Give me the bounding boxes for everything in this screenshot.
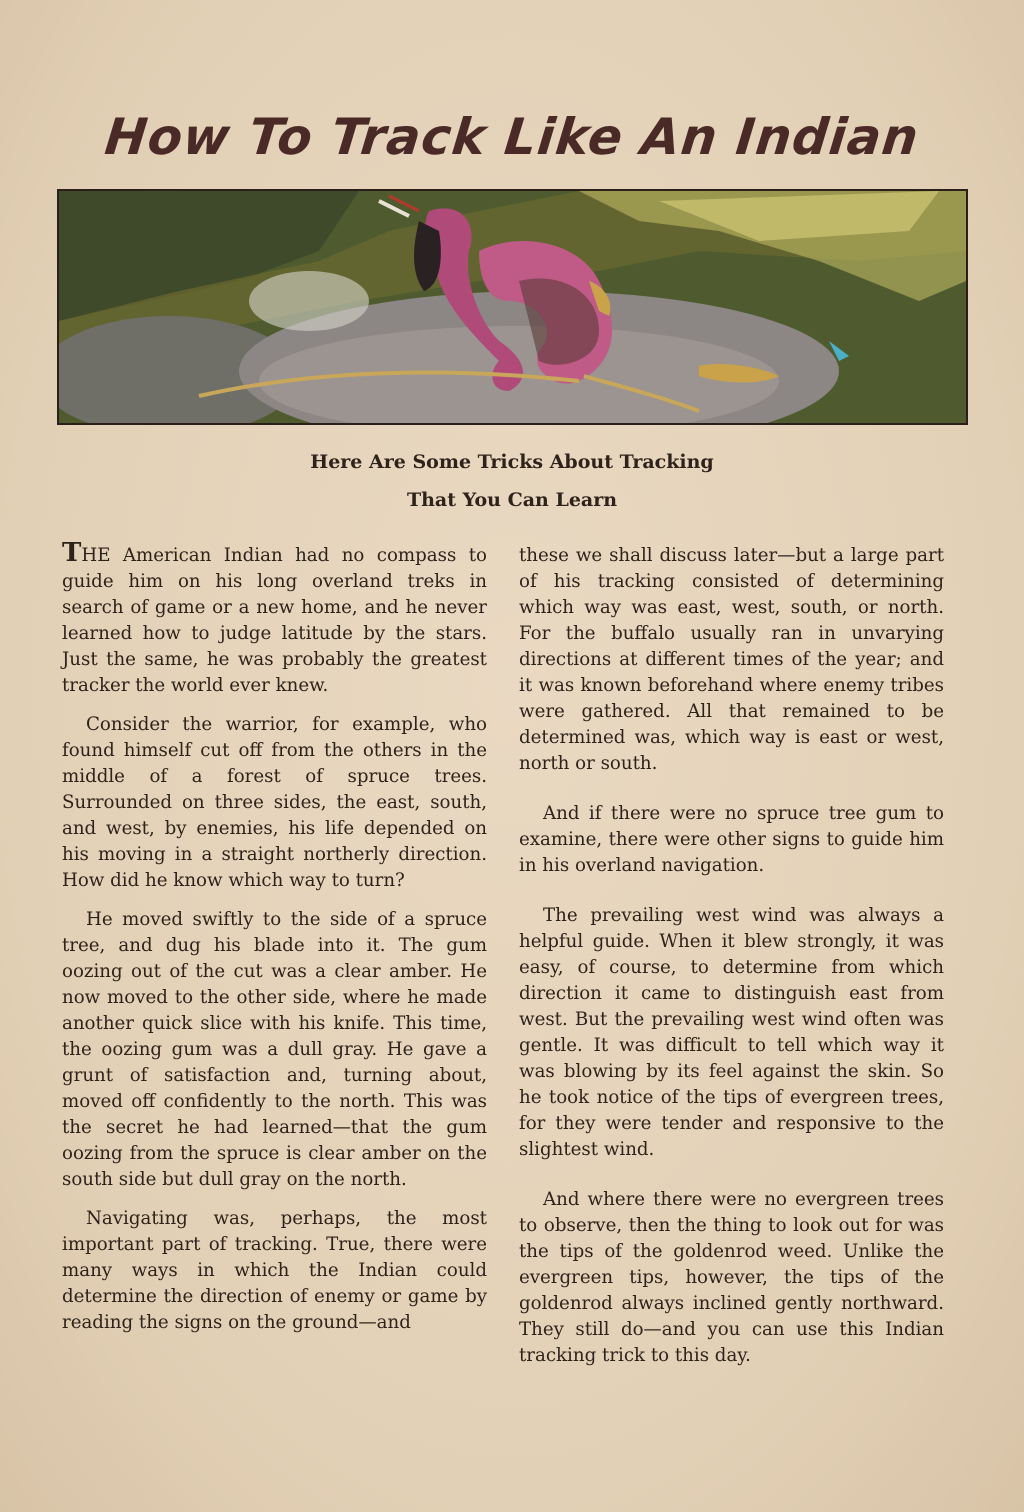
paragraph: [62, 538, 487, 699]
paragraph: He moved swiftly to the side of a spruce tree, and dug his blade into it. The gum oozing out of the cut was a clear amber. He now moved to the other side, where he made another quick slice with his knife. This time, the oozing gum was a dull gray. He gave a grunt of satisfaction and, turning about, moved off confidently to the north. This was the secret he had learned—that the gum oozing from the spruce is clear amber on the south side but dull gray on the north.: [62, 909, 487, 1190]
paragraph: these we shall discuss later—but a large part of his tracking consisted of determining which way was east, west, south, or north. For the buffalo usually ran in unvarying directions at different times of the year; and it was known beforehand where enemy tribes were gathered. All that remained to be determined was, which way is east or west, north or south.: [519, 545, 944, 774]
paragraph: Navigating was, perhaps, the most important part of tracking. True, there were many ways in which the Indian could determine the direction of enemy or game by reading the signs on the ground—and: [62, 1208, 487, 1333]
subtitle-line-2: That You Can Learn: [406, 489, 618, 511]
article-left-column: [62, 538, 487, 1336]
paragraph-text: HE American Indian had no compass to guide him on his long overland treks in search of game or a new home, and he never learned how to judge latitude by the stars. Just the same, he was probably the greatest tracker the world ever knew.: [62, 545, 487, 696]
paragraph: And where there were no evergreen trees to observe, then the thing to look out for was the tips of the goldenrod weed. Unlike the evergreen tips, however, the tips of the goldenrod always inclined gently northward. They still do—and you can use this Indian tracking trick to this day.: [519, 1189, 944, 1366]
tracker-illustration: [57, 189, 968, 425]
paragraph: The prevailing west wind was always a helpful guide. When it blew strongly, it was easy, of course, to determine from which direction it came to distinguish east from west. But the prevailing west wind often was gentle. It was difficult to tell which way it was blowing by its feel against the skin. So he took notice of the tips of evergreen trees, for they were tender and responsive to the slightest wind.: [519, 905, 944, 1160]
article-right-column: [519, 543, 944, 1369]
paragraph: Consider the warrior, for example, who found himself cut off from the others in the middle of a forest of spruce trees. Surrounded on three sides, the east, south, and west, by enemies, his life depended on his moving in a straight northerly direction. How did he know which way to turn?: [62, 714, 487, 891]
page-title: How To Track Like An Indian: [102, 108, 922, 166]
drop-cap: T: [62, 538, 82, 568]
paragraph: And if there were no spruce tree gum to examine, there were other signs to guide him in his overland navigation.: [519, 803, 944, 876]
subtitle-line-1: Here Are Some Tricks About Tracking: [310, 451, 714, 473]
